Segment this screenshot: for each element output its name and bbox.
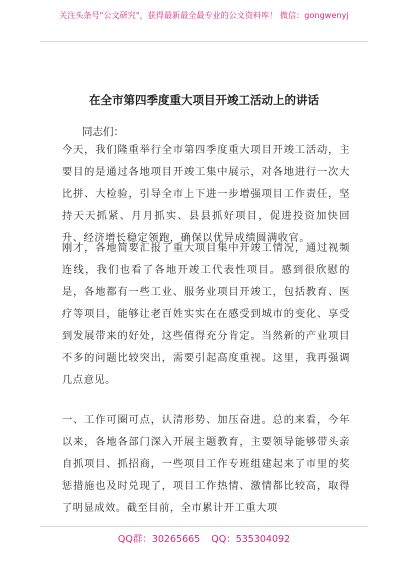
promo-banner-text: 关注头条号"公文研究"，获得最新最全最专业的公文资料库！ 微信：gongwenyj xyxy=(59,10,349,20)
header-divider xyxy=(40,41,368,42)
footer-divider xyxy=(40,526,368,527)
footer-contact xyxy=(0,531,408,545)
paragraph-text: 一、工作可圈可点，认清形势、加压奋进。总的来看，今年以来，各地各部门深入开展主题教育，主要领导能够带头亲自抓项目、抓招商，一些项目工作专班组建起来了市里的奖惩措施也及时兑现了，项目工作热情、激情都比较高，取得了明显成效。截至目前，全市累计开工重大项 xyxy=(62,415,350,514)
paragraph-text: 刚才，各地简要汇报了重大项目集中开竣工情况，通过视频连线，我们也看了各地开竣工代表性项目。感到很欣慰的是，各地都有一些工业、服务业项目开竣工，包括教育、医疗等项目，能够让老百姓实实在在感受到城市的变化、享受到发展带来的好处，这些值得充分肯定。当然新的产业项目不多的问题比较突出，需要引起高度重视。这里，我再强调几点意见。 xyxy=(62,243,350,386)
paragraph-1 xyxy=(62,140,350,250)
paragraph-text: 今天，我们隆重举行全市第四季度重大项目开竣工活动，主要目的是通过各地项目开竣工集中展示，对各地进行一次大比拼、大检验，引导全市上下进一步增强项目工作责任，坚持天天抓紧、月月抓实、县县抓好项目，促进投资加快回升、经济增长稳定领跑，确保以优异成绩圆满收官。 xyxy=(62,145,350,244)
paragraph-2 xyxy=(62,238,350,392)
paragraph-3 xyxy=(62,410,350,520)
salutation: 同志们： xyxy=(82,126,124,138)
qq-number-text: QQ：535304092 xyxy=(211,534,291,545)
header-banner xyxy=(0,0,408,30)
document-title: 在全市第四季度重大项目开竣工活动上的讲话 xyxy=(89,93,319,107)
qq-group-text: QQ群：30265665 xyxy=(117,534,201,545)
